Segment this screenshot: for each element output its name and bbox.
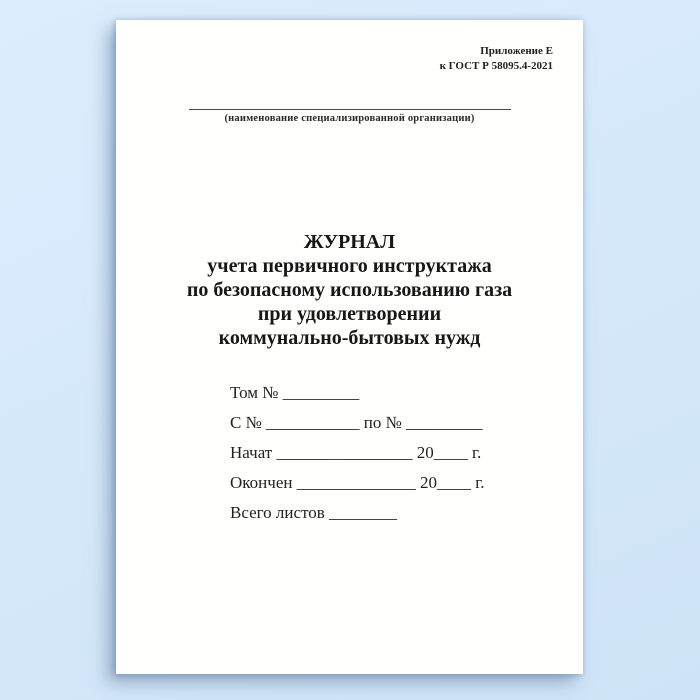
organization-block [116, 98, 583, 124]
title-line-3: по безопасному использованию газа [186, 279, 513, 301]
journal-cover-page [116, 20, 583, 674]
organization-name-caption: (наименование специализированной организации) [224, 113, 475, 124]
annex-line-1: Приложение Е [480, 45, 553, 57]
title-line-1: ЖУРНАЛ [303, 231, 396, 253]
title-line-5: коммунально-бытовых нужд [218, 327, 481, 349]
journal-title [116, 230, 583, 350]
annex-reference [440, 44, 553, 74]
field-number-range: С № ___________ по № _________ [230, 413, 483, 432]
field-date-started: Начат ________________ 20____ г. [230, 443, 482, 462]
title-line-2: учета первичного инструктажа [207, 255, 492, 277]
field-total-sheets: Всего листов ________ [230, 503, 398, 522]
title-line-4: при удовлетворении [257, 303, 442, 325]
field-date-finished: Окончен ______________ 20____ г. [230, 473, 485, 492]
annex-line-2: к ГОСТ Р 58095.4-2021 [439, 60, 553, 72]
organization-name-blank-line [189, 98, 511, 110]
form-fields [230, 378, 485, 528]
field-volume-number: Том № _________ [230, 383, 360, 402]
